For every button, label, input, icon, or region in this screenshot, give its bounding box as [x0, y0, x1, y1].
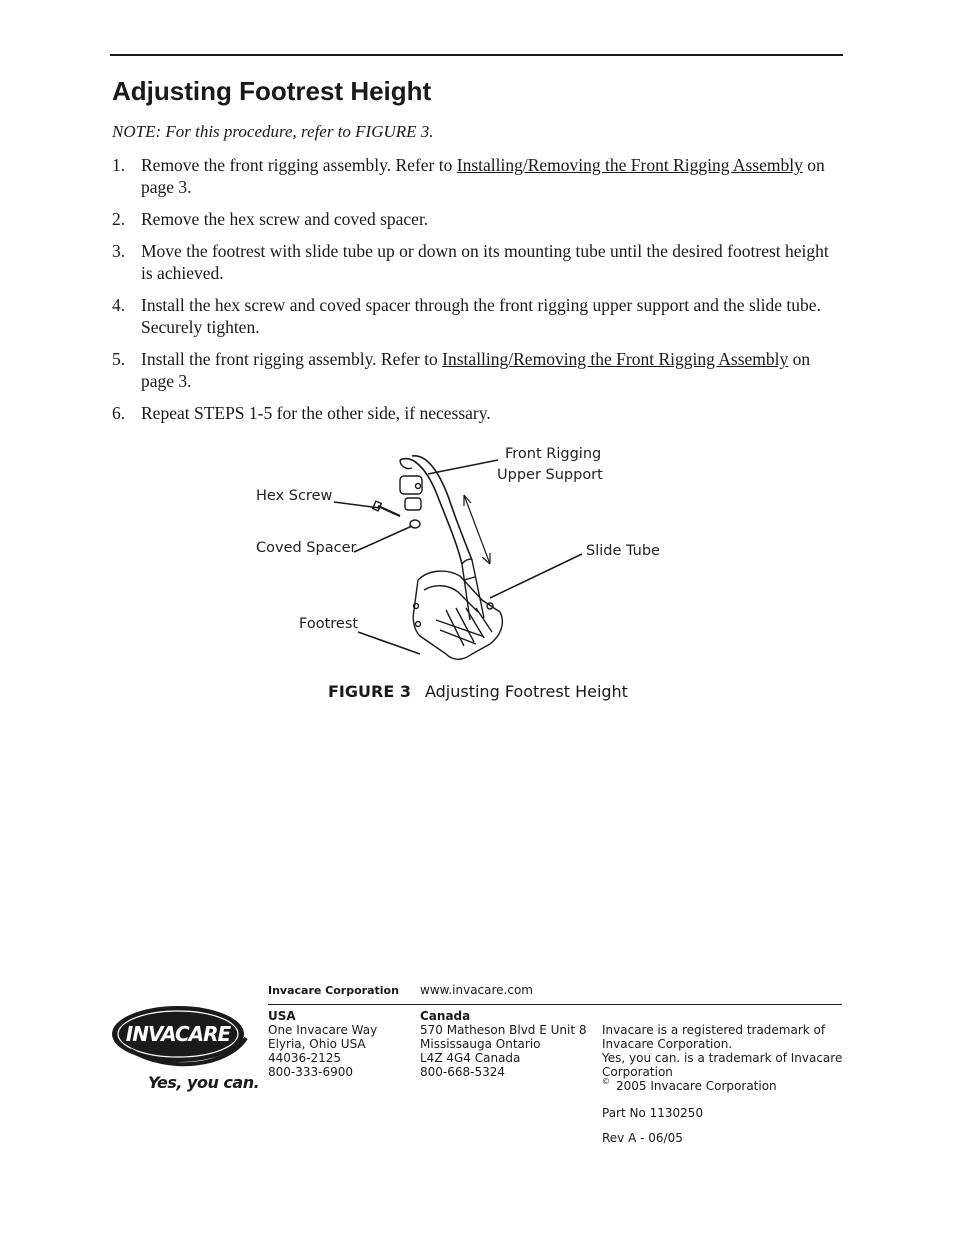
usa-phone: 800-333-6900: [268, 1065, 354, 1079]
label-coved-spacer: Coved Spacer: [256, 540, 357, 556]
step-number: 1.: [112, 155, 126, 175]
part-number: Part No 1130250: [602, 1106, 704, 1120]
canada-heading: Canada: [420, 1009, 471, 1023]
legal-line: Invacare Corporation.: [602, 1037, 733, 1051]
footer-website[interactable]: www.invacare.com: [420, 983, 533, 997]
figure-3: [250, 440, 710, 680]
step-link[interactable]: Installing/Removing the Front Rigging Assembly: [456, 155, 803, 175]
step-text: Install the front rigging assembly. Refer to: [141, 349, 443, 369]
step-item: [112, 240, 840, 284]
revision: Rev A - 06/05: [602, 1131, 683, 1145]
step-number: 3.: [112, 241, 126, 261]
step-text-end: on page 3.: [141, 349, 811, 391]
figure-caption: [328, 682, 628, 701]
page-title: Adjusting Footrest Height: [112, 76, 432, 106]
usa-heading: USA: [268, 1009, 296, 1023]
footer-rule: [268, 1004, 842, 1005]
step-text: Move the footrest with slide tube up or down on its mounting tube until the desired footrest height is achieved.: [141, 241, 829, 283]
canada-line: 570 Matheson Blvd E Unit 8: [420, 1023, 587, 1037]
usa-line: Elyria, Ohio USA: [268, 1037, 366, 1051]
step-number: 5.: [112, 349, 126, 369]
step-text: Install the hex screw and coved spacer through the front rigging upper support and the slide tube. Securely tighten.: [141, 295, 821, 337]
header-rule: [110, 54, 843, 56]
canada-line: L4Z 4G4 Canada: [420, 1051, 521, 1065]
step-item: [112, 294, 840, 338]
figure-title: Adjusting Footrest Height: [424, 682, 628, 701]
step-link[interactable]: Installing/Removing the Front Rigging Assembly: [442, 349, 789, 369]
step-item: [112, 154, 840, 198]
step-number: 2.: [112, 209, 126, 229]
step-text: Remove the hex screw and coved spacer.: [141, 209, 429, 229]
procedure-steps: [112, 154, 840, 434]
step-item: [112, 402, 840, 424]
label-footrest: Footrest: [299, 616, 359, 632]
footer-company: Invacare Corporation: [268, 984, 399, 997]
step-text: Repeat STEPS 1-5 for the other side, if necessary.: [141, 403, 491, 423]
step-text: Remove the front rigging assembly. Refer to: [141, 155, 457, 175]
step-item: [112, 208, 840, 230]
usa-line: One Invacare Way: [268, 1023, 378, 1037]
canada-phone: 800-668-5324: [420, 1065, 506, 1079]
step-number: 4.: [112, 295, 126, 315]
label-hex-screw: Hex Screw: [256, 488, 333, 504]
step-text-end: on page 3.: [141, 155, 825, 197]
logo-text: INVACARE: [125, 1022, 231, 1046]
procedure-note: NOTE: For this procedure, refer to FIGURE 3.: [112, 122, 434, 141]
step-number: 6.: [112, 403, 126, 423]
footrest-illustration: [250, 440, 710, 680]
label-slide-tube: Slide Tube: [586, 543, 660, 559]
legal-line: Yes, you can. is a trademark of Invacare: [602, 1051, 843, 1065]
figure-number: FIGURE 3: [328, 682, 411, 701]
legal-line: Corporation: [602, 1065, 673, 1079]
label-front-rigging: Front Rigging: [505, 446, 602, 462]
label-upper-support: Upper Support: [497, 467, 603, 483]
usa-line: 44036-2125: [268, 1051, 342, 1065]
legal-line: Invacare is a registered trademark of: [602, 1023, 826, 1037]
canada-line: Mississauga Ontario: [420, 1037, 541, 1051]
copyright-text: 2005 Invacare Corporation: [616, 1079, 777, 1093]
step-item: [112, 348, 840, 392]
copyright-symbol: ©: [602, 1077, 610, 1086]
logo-tagline: Yes, you can.: [148, 1073, 260, 1092]
